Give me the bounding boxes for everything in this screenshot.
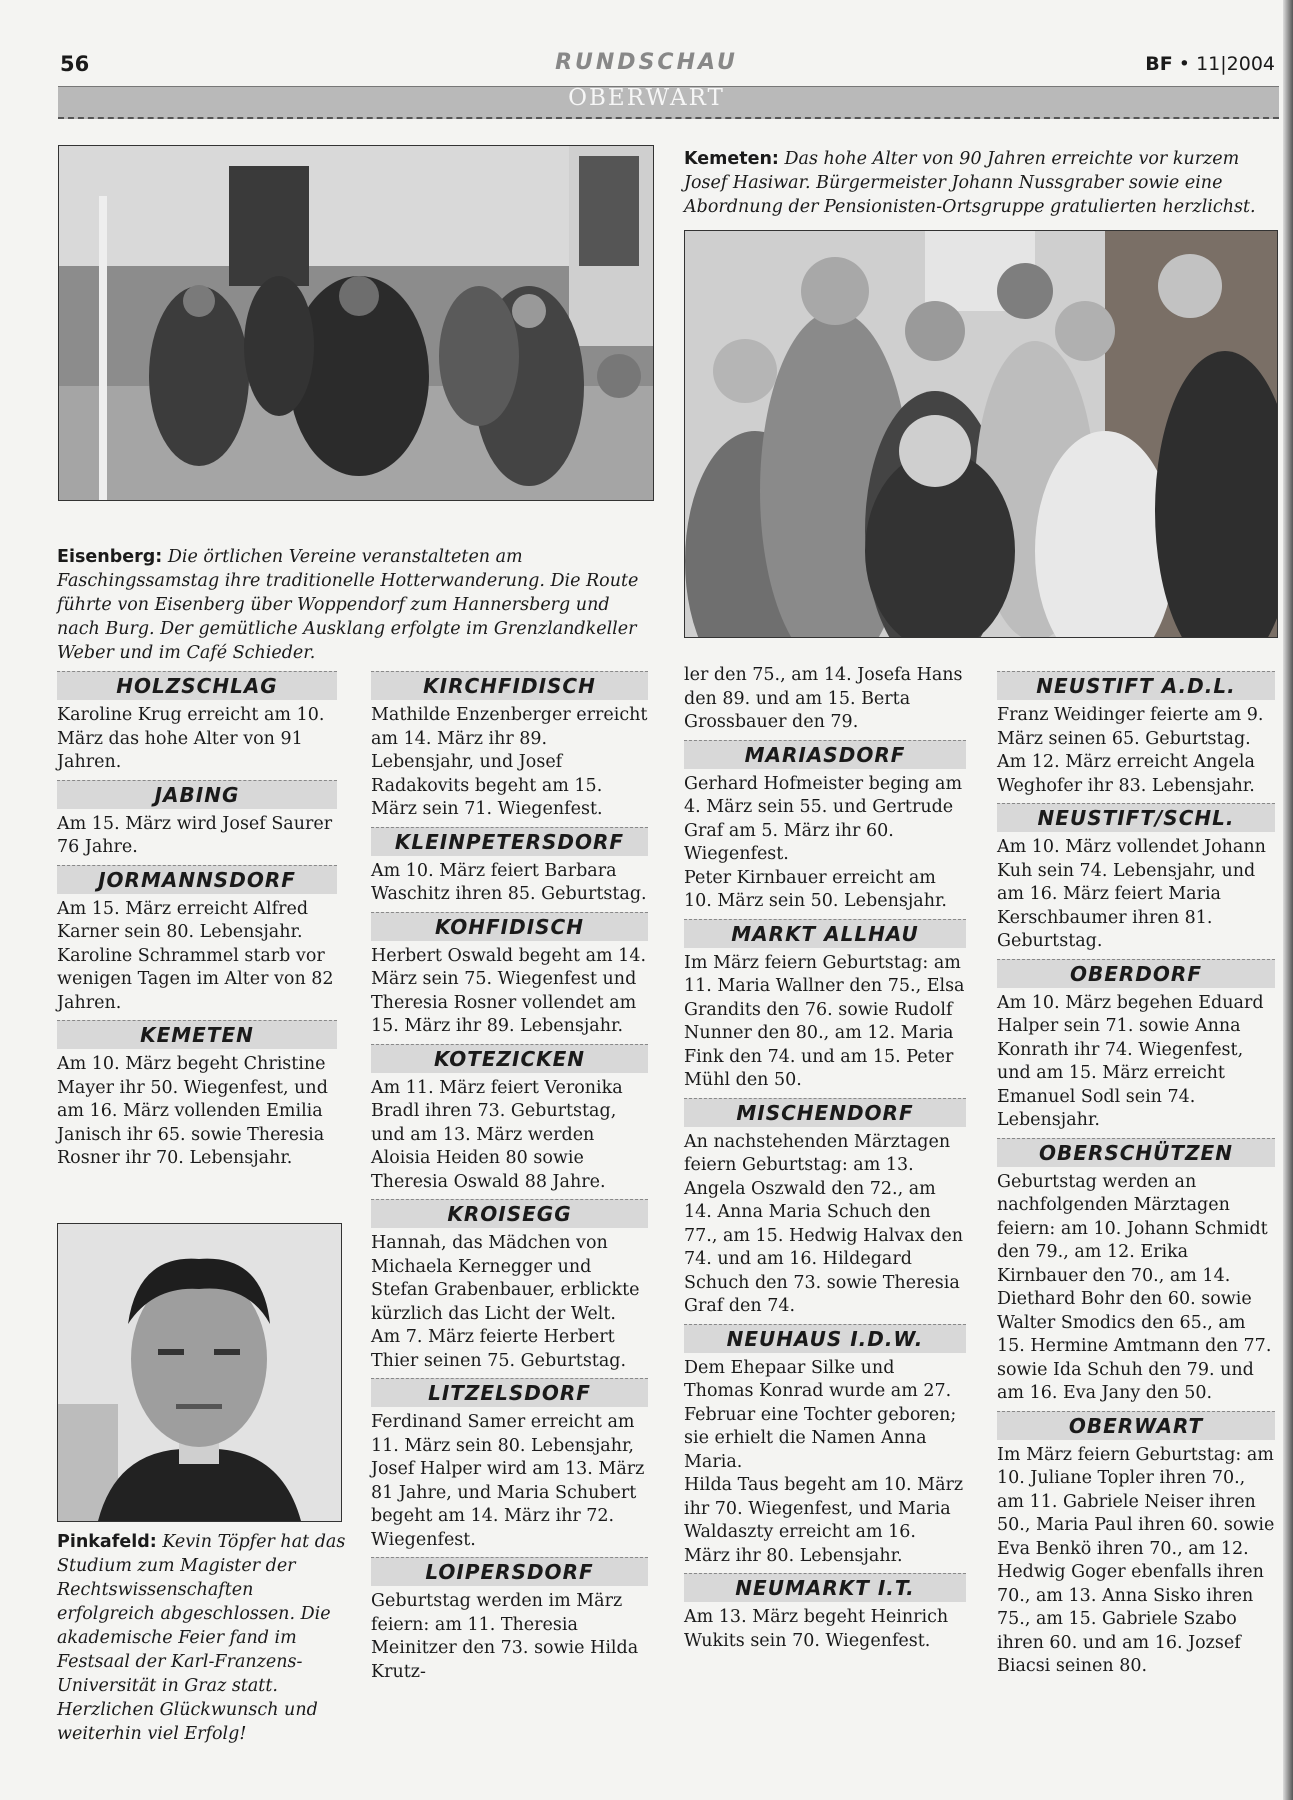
kemeten-photo — [684, 230, 1278, 638]
kemeten-caption — [684, 147, 1280, 219]
section-text: Im März feiern Geburtstag: am 10. Juliane Topler ihren 70., am 11. Gabriele Neiser ihren 50., Maria Paul ihren 60. sowie Eva Benkö ihren 70., am 12. Hedwig Goger ebenfalls ihren 70., am 13. Anna Sisko ihren 75., am 15. Gabriele Szabo ihren 60. und am 16. Jozsef Biacsi seinen 80. — [997, 1444, 1275, 1676]
section-heading: KEMETEN — [57, 1020, 337, 1049]
eisenberg-caption — [57, 545, 657, 665]
section-text: Am 11. März feiert Veronika Bradl ihren 73. Geburtstag, und am 13. März werden Aloisia Heiden 80 sowie Theresia Oswald 88 Jahre. — [371, 1077, 623, 1192]
caption-place: Pinkafeld: — [57, 1532, 157, 1552]
pinkafeld-caption — [57, 1530, 347, 1746]
section-text: Herbert Oswald begeht am 14. März sein 75. Wiegenfest und Theresia Rosner vollendet am 15. März ihr 89. Lebensjahr. — [371, 945, 647, 1036]
page-edge-shadow — [1283, 0, 1293, 1800]
section-text: Am 10. März vollendet Johann Kuh sein 74. Lebensjahr, und am 16. März feiert Maria Kerschbaumer ihren 81. Geburtstag. — [997, 837, 1266, 951]
column-2 — [371, 666, 648, 1687]
section-title: RUNDSCHAU — [555, 50, 738, 75]
section-heading: LOIPERSDORF — [371, 1557, 648, 1586]
section-heading: KIRCHFIDISCH — [371, 671, 648, 700]
section-text: Franz Weidinger feierte am 9. März seinen 65. Geburtstag. Am 12. März erreicht Angela Weghofer ihr 83. Lebensjahr. — [997, 705, 1264, 796]
column-4 — [997, 666, 1275, 1682]
caption-place: Eisenberg: — [57, 547, 163, 567]
caption-place: Kemeten: — [684, 149, 779, 169]
section-text: Ferdinand Samer erreicht am 11. März sein 80. Lebensjahr, Josef Halper wird am 13. März 81 Jahre, und Maria Schubert begeht am 14. März ihr 72. Wiegenfest. — [371, 1412, 645, 1550]
section-text: Mathilde Enzenberger erreicht am 14. März ihr 89. Lebensjahr, und Josef Radakovits begeht am 15. März sein 71. Wiegenfest. — [371, 705, 648, 819]
issue-separator: • — [1178, 53, 1191, 75]
section-heading: NEUMARKT I.T. — [684, 1573, 966, 1602]
section-text: Geburtstag werden an nachfolgenden Märztagen feiern: am 10. Johann Schmidt den 79., am 12. Erika Kirnbauer den 70., am 14. Diethard Bohr den 60. sowie Walter Smodics den 65., am 15. Hermine Amtmann den 77. sowie Ida Schuh den 79. und am 16. Eva Jany den 50. — [997, 1171, 1272, 1403]
section-text: Hannah, das Mädchen von Michaela Kernegger und Stefan Grabenbauer, erblickte kürzlich das Licht der Welt. Am 7. März feierte Herbert Thier seinen 75. Geburtstag. — [371, 1233, 640, 1371]
section-heading: NEUHAUS I.D.W. — [684, 1324, 966, 1353]
section-heading: OBERWART — [997, 1411, 1275, 1440]
section-text: Im März feiern Geburtstag: am 11. Maria Wallner den 75., Elsa Grandits den 76. sowie Rudolf Nunner den 80., am 12. Maria Fink den 74. und am 15. Peter Mühl den 50. — [684, 952, 965, 1090]
section-text: Karoline Krug erreicht am 10. März das hohe Alter von 91 Jahren. — [57, 705, 325, 772]
section-heading: KROISEGG — [371, 1199, 648, 1228]
section-text: Am 10. März feiert Barbara Waschitz ihren 85. Geburtstag. — [371, 860, 647, 904]
region-title: OBERWART — [568, 85, 725, 111]
section-text: Geburtstag werden im März feiern: am 11. Theresia Meinitzer den 73. sowie Hilda Krutz- — [371, 1591, 639, 1682]
section-heading: OBERSCHÜTZEN — [997, 1138, 1275, 1167]
section-heading: NEUSTIFT/SCHL. — [997, 803, 1275, 832]
page-number: 56 — [60, 52, 90, 76]
section-text: Dem Ehepaar Silke und Thomas Konrad wurde am 27. Februar eine Tochter geboren; sie erhielt die Namen Anna Maria. Hilda Taus begeht am 10. März ihr 70. Wiegenfest, und Maria Waldaszty erreicht am 16. März ihr 80. Lebensjahr. — [684, 1357, 964, 1566]
column-1 — [57, 666, 337, 1174]
section-heading: LITZELSDORF — [371, 1378, 648, 1407]
section-text: Am 15. März erreicht Alfred Karner sein 80. Lebensjahr. Karoline Schrammel starb vor wenigen Tagen im Alter von 82 Jahren. — [57, 898, 334, 1013]
section-heading: MARIASDORF — [684, 740, 966, 769]
section-heading: KOTEZICKEN — [371, 1044, 648, 1073]
issue-info — [1145, 53, 1275, 75]
caption-text: Die örtlichen Vereine veranstalteten am Faschingssamstag ihre traditionelle Hotterwanderung. Die Route führte von Eisenberg über Woppendorf zum Hannersberg und nach Burg. Der gemütliche Ausklang erfolgte im Grenzlandkeller Weber und im Café Schieder. — [57, 547, 639, 663]
section-heading: MISCHENDORF — [684, 1098, 966, 1127]
pinkafeld-portrait — [57, 1223, 342, 1522]
section-heading: JABING — [57, 780, 337, 809]
section-heading: KOHFIDISCH — [371, 912, 648, 941]
section-heading: JORMANNSDORF — [57, 865, 337, 894]
magazine-name: BF — [1145, 53, 1173, 75]
caption-text: Das hohe Alter von 90 Jahren erreichte vor kurzem Josef Hasiwar. Bürgermeister Johann Nussgraber sowie eine Abordnung der Pensionisten-Ortsgruppe gratulierten herzlichst. — [684, 149, 1256, 217]
section-text: Am 13. März begeht Heinrich Wukits sein 70. Wiegenfest. — [684, 1607, 949, 1651]
section-heading: KLEINPETERSDORF — [371, 827, 648, 856]
section-heading: OBERDORF — [997, 959, 1275, 988]
section-text: Am 10. März begeht Christine Mayer ihr 50. Wiegenfest, und am 16. März vollenden Emilia Janisch ihr 65. sowie Theresia Rosner ihr 70. Lebensjahr. — [57, 1054, 328, 1168]
section-heading: NEUSTIFT A.D.L. — [997, 671, 1275, 700]
section-text: Am 10. März begehen Eduard Halper sein 71. sowie Anna Konrath ihr 74. Wiegenfest, und am 15. März erreicht Emanuel Sodl sein 74. Lebensjahr. — [997, 992, 1264, 1130]
section-heading: MARKT ALLHAU — [684, 919, 966, 948]
column-3 — [684, 664, 966, 1656]
section-text: Am 15. März wird Josef Saurer 76 Jahre. — [57, 813, 333, 857]
section-text: An nachstehenden Märztagen feiern Geburtstag: am 13. Angela Oszwald den 72., am 14. Anna Maria Schuch den 77., am 15. Hedwig Halvax den 74. und am 16. Hildegard Schuch den 73. sowie Theresia Graf den 74. — [684, 1131, 963, 1316]
eisenberg-photo — [58, 145, 654, 501]
issue-number: 11|2004 — [1196, 53, 1275, 75]
section-text: Gerhard Hofmeister beging am 4. März sein 55. und Gertrude Graf am 5. März ihr 60. Wiegenfest. Peter Kirnbauer erreicht am 10. März sein 50. Lebensjahr. — [684, 773, 963, 911]
continued-text: ler den 75., am 14. Josefa Hans den 89. und am 15. Berta Grossbauer den 79. — [684, 665, 963, 732]
caption-text: Kevin Töpfer hat das Studium zum Magister der Rechtswissenschaften erfolgreich abgeschlossen. Die akademische Feier fand im Festsaal der Karl-Franzens-Universität in Graz statt. Herzlichen Glückwunsch und weiterhin viel Erfolg! — [57, 1532, 346, 1744]
section-heading: HOLZSCHLAG — [57, 671, 337, 700]
